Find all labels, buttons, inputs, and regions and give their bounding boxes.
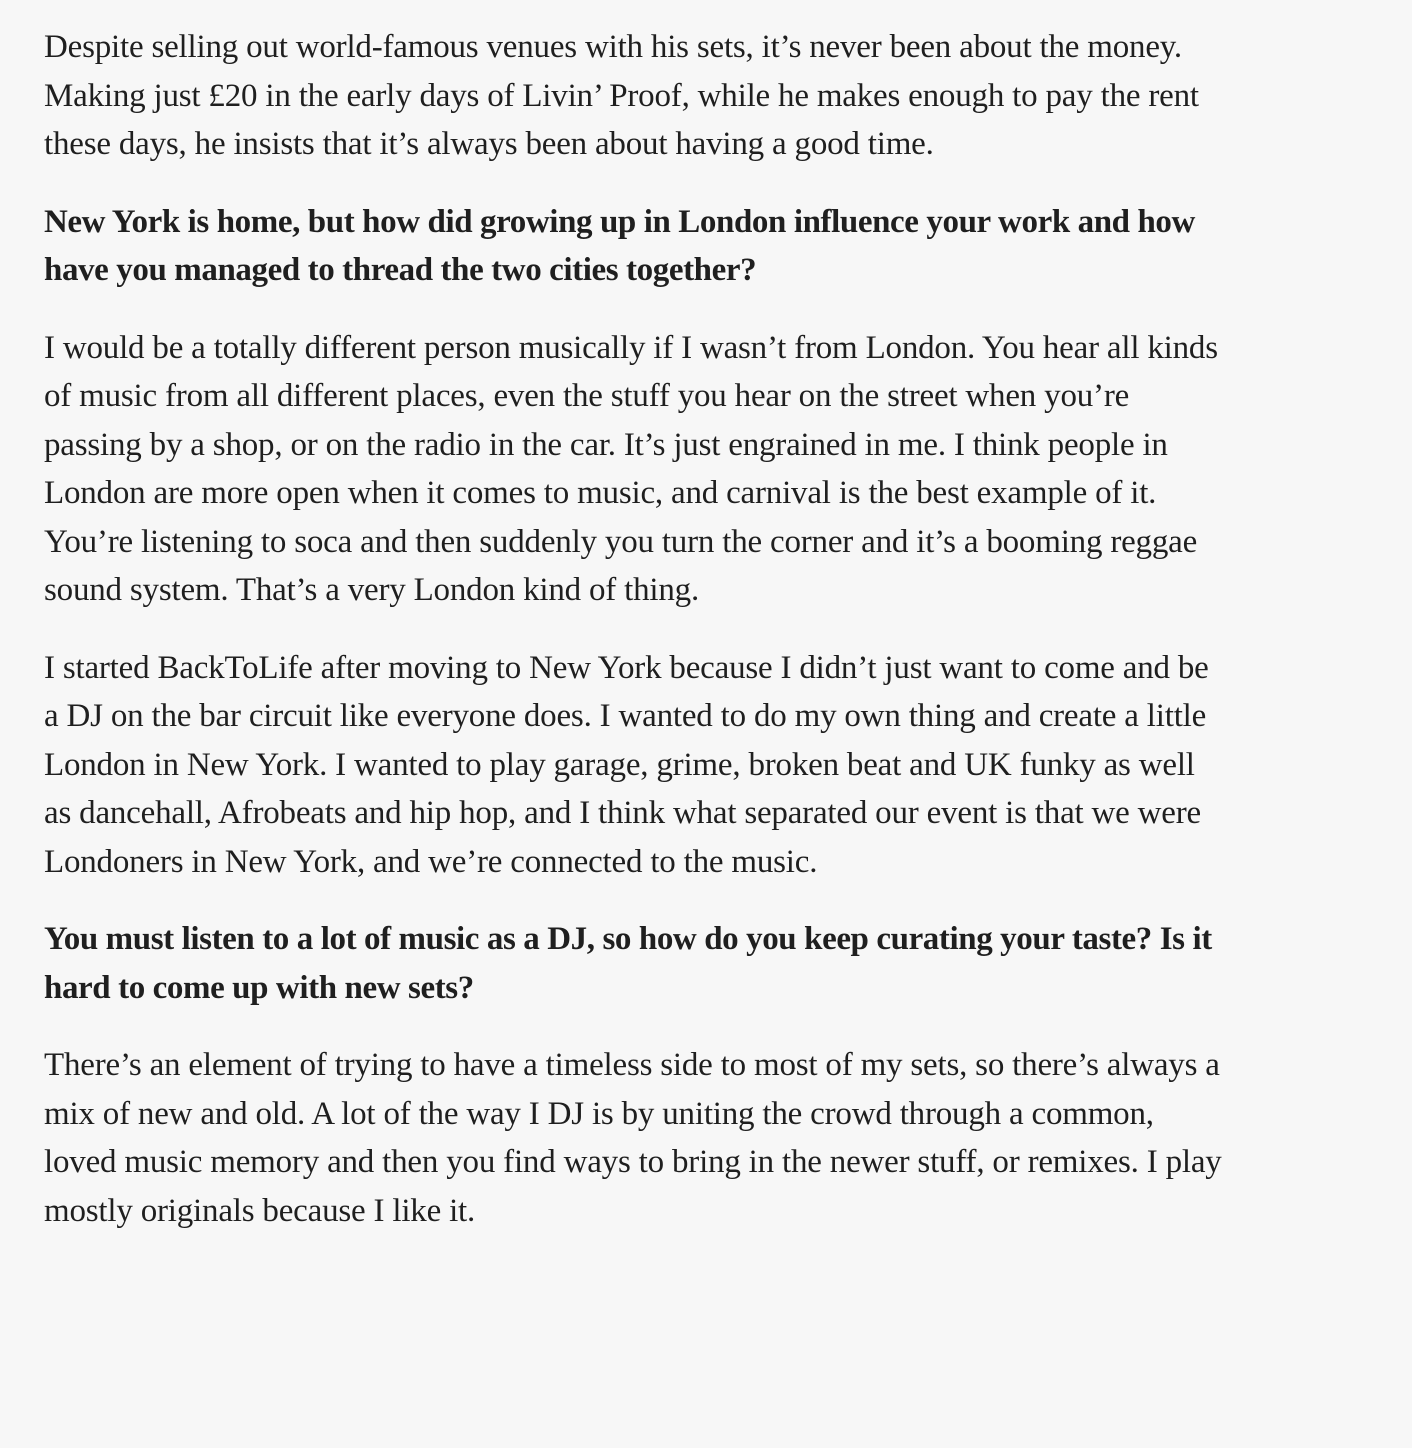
answer-paragraph-sets: There’s an element of trying to have a timeless side to most of my sets, so there’s always a mix of new and old. A lot of the way I DJ is by uniting the crowd through a common, loved music memory and then you find ways to bring in the newer stuff, or remixes. I play mostly originals because I like it. bbox=[44, 1047, 1222, 1229]
answer-paragraph-london: I would be a totally different person musically if I wasn’t from London. You hear all kinds of music from all different places, even the stuff you hear on the street when you’re passing by a shop, or on the radio in the car. It’s just engrained in me. I think people in London are more open when it comes to music, and carnival is the best example of it. You’re listening to soca and then suddenly you turn the corner and it’s a booming reggae sound system. That’s a very London kind of thing. bbox=[44, 329, 1218, 608]
article-body bbox=[44, 23, 1224, 1235]
answer-paragraph-backtolife: I started BackToLife after moving to New York because I didn’t just want to come and be a DJ on the bar circuit like everyone does. I wanted to do my own thing and create a little London in New York. I wanted to play garage, grime, broken beat and UK funky as well as dancehall, Afrobeats and hip hop, and I think what separated our event is that we were Londoners in New York, and we’re connected to the music. bbox=[44, 649, 1209, 880]
paragraph-intro: Despite selling out world-famous venues with his sets, it’s never been about the money. Making just £20 in the early days of Livin’ Proof, while he makes enough to pay the rent these days, he insists that it’s always been about having a good time. bbox=[44, 29, 1199, 162]
interview-question-curating: You must listen to a lot of music as a DJ, so how do you keep curating your taste? Is it hard to come up with new sets? bbox=[44, 921, 1212, 1006]
interview-question-london: New York is home, but how did growing up in London influence your work and how have you managed to thread the two cities together? bbox=[44, 203, 1195, 288]
